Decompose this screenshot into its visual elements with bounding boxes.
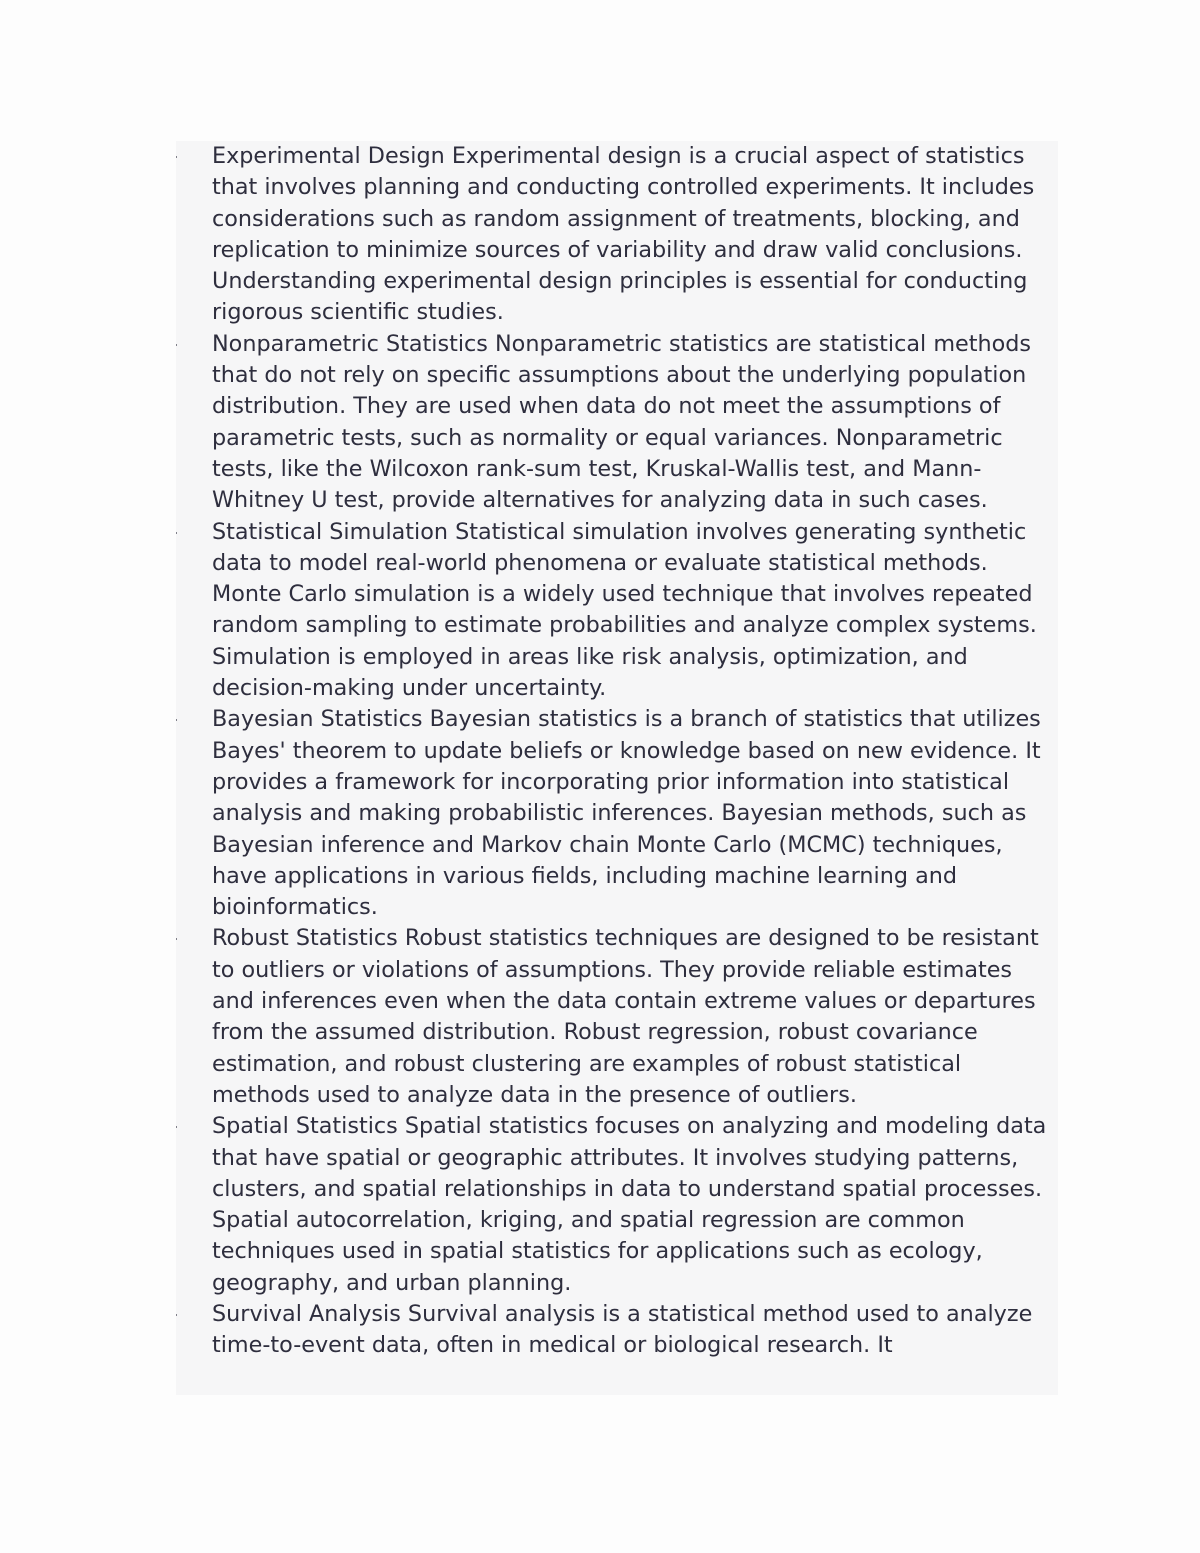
- list-item: [212, 704, 1058, 923]
- paragraph-spatial-statistics: Spatial Statistics Spatial statistics focuses on analyzing and modeling data that have spatial or geographic attributes. It involves studying patterns, clusters, and spatial relationships in data to understand spatial processes. Spatial autocorrelation, kriging, and spatial regression are common techniques used in spatial statistics for applications such as ecology, geography, and urban planning.: [212, 1113, 1047, 1296]
- bullet-marker: [176, 156, 177, 158]
- paragraph-bayesian-statistics: Bayesian Statistics Bayesian statistics is a branch of statistics that utilizes Bayes' theorem to update beliefs or knowledge based on new evidence. It provides a framework for incorporating prior information into statistical analysis and making probabilistic inferences. Bayesian methods, such as Bayesian inference and Markov chain Monte Carlo (MCMC) techniques, have applications in various fields, including machine learning and bioinformatics.: [212, 706, 1041, 921]
- list-item: [212, 141, 1058, 329]
- document-content: [176, 141, 1058, 1395]
- list-item: [212, 1111, 1058, 1299]
- paragraph-nonparametric-statistics: Nonparametric Statistics Nonparametric statistics are statistical methods that do not rely on specific assumptions about the underlying population distribution. They are used when data do not meet the assumptions of parametric tests, such as normality or equal variances. Nonparametric tests, like the Wilcoxon rank-sum test, Kruskal-Wallis test, and Mann-Whitney U test, provide alternatives for analyzing data in such cases.: [212, 330, 1032, 514]
- topic-list: [212, 141, 1058, 1362]
- bullet-marker: [176, 1314, 177, 1316]
- paragraph-statistical-simulation: Statistical Simulation Statistical simulation involves generating synthetic data to model real-world phenomena or evaluate statistical methods. Monte Carlo simulation is a widely used technique that involves repeated random sampling to estimate probabilities and analyze complex systems. Simulation is employed in areas like risk analysis, optimization, and decision-making under uncertainty.: [212, 518, 1037, 702]
- list-item: [212, 517, 1058, 705]
- paragraph-survival-analysis: Survival Analysis Survival analysis is a statistical method used to analyze time-to-event data, often in medical or biological research. It: [212, 1300, 1033, 1359]
- list-item: [212, 1299, 1058, 1362]
- bullet-marker: [176, 938, 177, 940]
- bullet-marker: [176, 344, 177, 346]
- bullet-marker: [176, 1126, 177, 1128]
- list-item: [212, 329, 1058, 517]
- bullet-marker: [176, 532, 177, 534]
- list-item: [212, 923, 1058, 1111]
- paragraph-robust-statistics: Robust Statistics Robust statistics techniques are designed to be resistant to outliers or violations of assumptions. They provide reliable estimates and inferences even when the data contain extreme values or departures from the assumed distribution. Robust regression, robust covariance estimation, and robust clustering are examples of robust statistical methods used to analyze data in the presence of outliers.: [212, 925, 1039, 1108]
- bullet-marker: [176, 719, 177, 721]
- paragraph-experimental-design: Experimental Design Experimental design is a crucial aspect of statistics that involves planning and conducting controlled experiments. It includes considerations such as random assignment of treatments, blocking, and replication to minimize sources of variability and draw valid conclusions. Understanding experimental design principles is essential for conducting rigorous scientific studies.: [212, 143, 1035, 326]
